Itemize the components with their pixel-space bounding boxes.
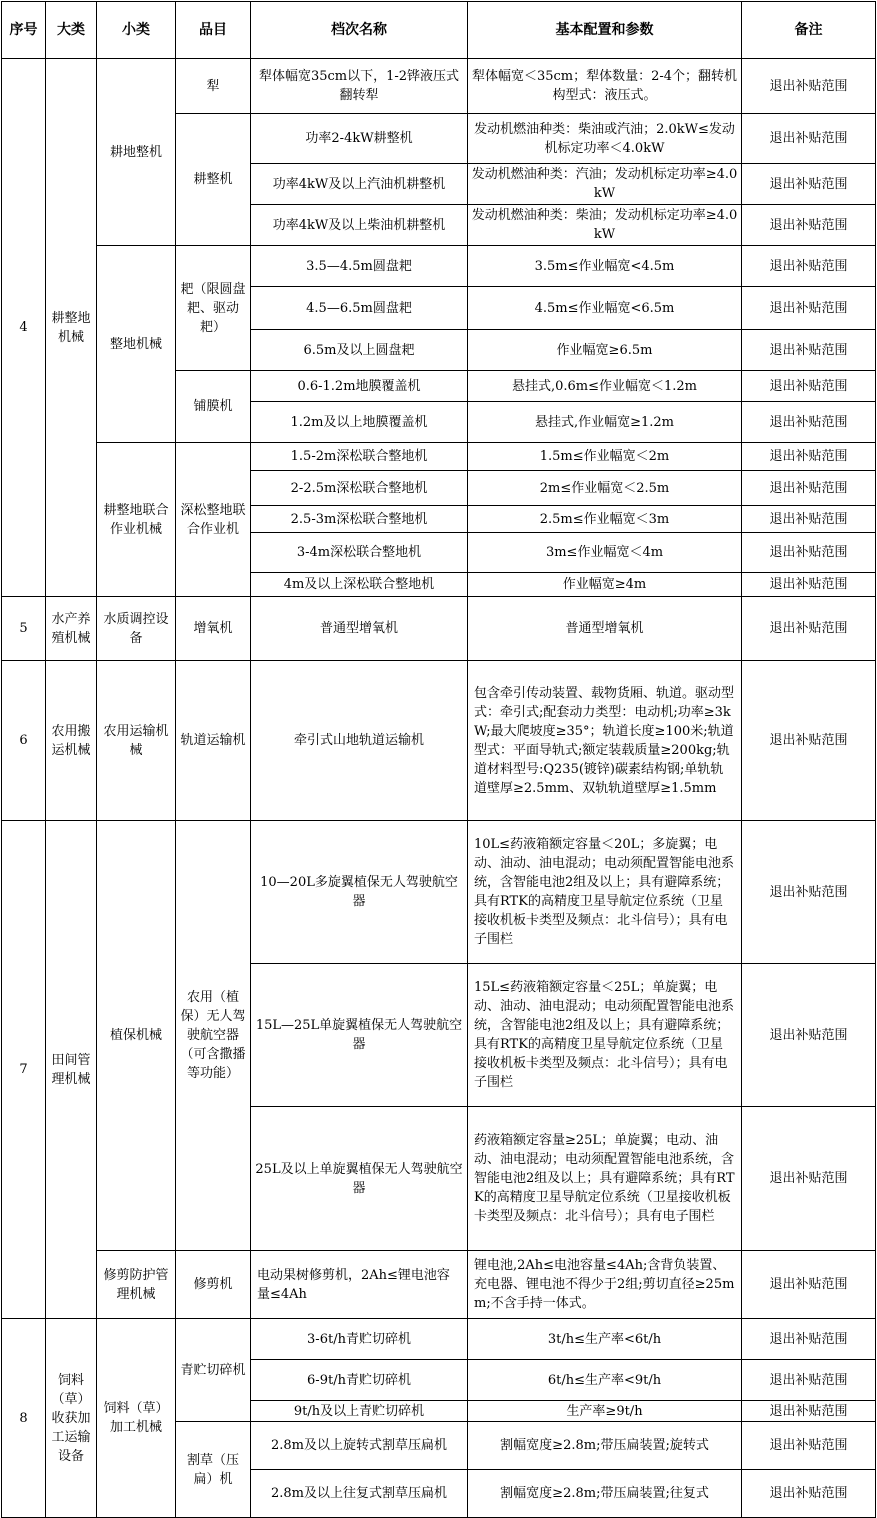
row-remark: 退出补贴范围 — [742, 597, 876, 661]
row-remark: 退出补贴范围 — [742, 661, 876, 821]
row-params: 2.5m≤作业幅宽＜3m — [468, 506, 742, 533]
row-remark: 退出补贴范围 — [742, 533, 876, 573]
row-grade-name: 2.5-3m深松联合整地机 — [251, 506, 468, 533]
row-item: 耕整机 — [176, 114, 251, 246]
row-no: 6 — [2, 661, 46, 821]
row-remark: 退出补贴范围 — [742, 1422, 876, 1470]
row-params: 1.5m≤作业幅宽＜2m — [468, 443, 742, 471]
row-item: 耙（限圆盘耙、驱动耙） — [176, 246, 251, 371]
row-remark: 退出补贴范围 — [742, 205, 876, 246]
row-params: 包含牵引传动装置、载物货厢、轨道。驱动型式：牵引式;配套动力类型：电动机;功率≥3kW;最大爬坡度≥35°；轨道长度≥100米;轨道型式：平面导轨式;额定装载质量≥200kg;轨道材料型号:Q235(镀锌)碳素结构钢;单轨轨道壁厚≥2.5mm、双轨轨道壁厚≥1.5mm — [468, 661, 742, 821]
row-remark: 退出补贴范围 — [742, 821, 876, 964]
row-grade-name: 3.5—4.5m圆盘耙 — [251, 246, 468, 287]
row-subcategory: 饲料（草）加工机械 — [97, 1319, 176, 1518]
row-params: 发动机燃油种类：柴油或汽油；2.0kW≤发动机标定功率＜4.0kW — [468, 114, 742, 164]
row-params: 3m≤作业幅宽＜4m — [468, 533, 742, 573]
header-subcategory: 小类 — [97, 2, 176, 59]
header-remark: 备注 — [742, 2, 876, 59]
row-category: 田间管理机械 — [46, 821, 97, 1319]
row-remark: 退出补贴范围 — [742, 246, 876, 287]
header-row — [2, 2, 876, 59]
row-remark: 退出补贴范围 — [742, 506, 876, 533]
row-remark: 退出补贴范围 — [742, 471, 876, 506]
row-grade-name: 0.6-1.2m地膜覆盖机 — [251, 371, 468, 402]
row-subcategory: 修剪防护管理机械 — [97, 1251, 176, 1319]
row-grade-name: 1.2m及以上地膜覆盖机 — [251, 402, 468, 443]
row-no: 7 — [2, 821, 46, 1319]
row-no: 5 — [2, 597, 46, 661]
row-item: 修剪机 — [176, 1251, 251, 1319]
row-remark: 退出补贴范围 — [742, 1251, 876, 1319]
row-grade-name: 2.8m及以上旋转式割草压扁机 — [251, 1422, 468, 1470]
row-remark: 退出补贴范围 — [742, 443, 876, 471]
row-remark: 退出补贴范围 — [742, 330, 876, 371]
row-params: 生产率≥9t/h — [468, 1401, 742, 1422]
table-row — [2, 597, 876, 661]
row-grade-name: 10—20L多旋翼植保无人驾驶航空器 — [251, 821, 468, 964]
table-body — [2, 59, 876, 1518]
row-subcategory: 耕整地联合作业机械 — [97, 443, 176, 597]
row-item: 深松整地联合作业机 — [176, 443, 251, 597]
header-grade-name: 档次名称 — [251, 2, 468, 59]
row-grade-name: 犁体幅宽35cm以下，1-2铧液压式翻转犁 — [251, 59, 468, 114]
row-params: 15L≤药液箱额定容量＜25L；单旋翼；电动、油动、油电混动；电动须配置智能电池系统，含智能电池2组及以上；具有避障系统；具有RTK的高精度卫星导航定位系统（卫星接收机板卡类型及频点：北斗信号）；具有电子围栏 — [468, 964, 742, 1107]
table-header — [2, 2, 876, 59]
row-remark: 退出补贴范围 — [742, 1401, 876, 1422]
row-grade-name: 9t/h及以上青贮切碎机 — [251, 1401, 468, 1422]
row-remark: 退出补贴范围 — [742, 1107, 876, 1251]
row-params: 发动机燃油种类：汽油；发动机标定功率≥4.0kW — [468, 164, 742, 205]
table-row — [2, 821, 876, 964]
row-grade-name: 牵引式山地轨道运输机 — [251, 661, 468, 821]
row-params: 割幅宽度≥2.8m;带压扁装置;往复式 — [468, 1470, 742, 1518]
subsidy-table — [1, 1, 876, 1518]
row-params: 作业幅宽≥6.5m — [468, 330, 742, 371]
row-category: 水产养殖机械 — [46, 597, 97, 661]
row-params: 4.5m≤作业幅宽<6.5m — [468, 287, 742, 330]
row-grade-name: 25L及以上单旋翼植保无人驾驶航空器 — [251, 1107, 468, 1251]
header-no: 序号 — [2, 2, 46, 59]
header-item: 品目 — [176, 2, 251, 59]
row-grade-name: 2.8m及以上往复式割草压扁机 — [251, 1470, 468, 1518]
row-grade-name: 6.5m及以上圆盘耙 — [251, 330, 468, 371]
row-item: 轨道运输机 — [176, 661, 251, 821]
row-grade-name: 4m及以上深松联合整地机 — [251, 573, 468, 597]
table-row — [2, 1319, 876, 1360]
row-grade-name: 功率4kW及以上汽油机耕整机 — [251, 164, 468, 205]
table-row — [2, 246, 876, 287]
row-no: 4 — [2, 59, 46, 597]
row-category: 耕整地机械 — [46, 59, 97, 597]
row-subcategory: 耕地整机 — [97, 59, 176, 246]
row-item: 割草（压扁）机 — [176, 1422, 251, 1518]
row-params: 悬挂式,0.6m≤作业幅宽＜1.2m — [468, 371, 742, 402]
row-params: 锂电池,2Ah≤电池容量≤4Ah;含背负装置、充电器、锂电池不得少于2组;剪切直径≥25mm;不含手持一体式。 — [468, 1251, 742, 1319]
row-grade-name: 电动果树修剪机，2Ah≤锂电池容量≤4Ah — [251, 1251, 468, 1319]
row-remark: 退出补贴范围 — [742, 402, 876, 443]
row-grade-name: 1.5-2m深松联合整地机 — [251, 443, 468, 471]
table-row — [2, 59, 876, 114]
header-category: 大类 — [46, 2, 97, 59]
row-params: 3t/h≤生产率<6t/h — [468, 1319, 742, 1360]
row-remark: 退出补贴范围 — [742, 1470, 876, 1518]
row-grade-name: 2-2.5m深松联合整地机 — [251, 471, 468, 506]
row-params: 2m≤作业幅宽＜2.5m — [468, 471, 742, 506]
row-category: 农用搬运机械 — [46, 661, 97, 821]
row-grade-name: 15L—25L单旋翼植保无人驾驶航空器 — [251, 964, 468, 1107]
row-subcategory: 植保机械 — [97, 821, 176, 1251]
row-remark: 退出补贴范围 — [742, 371, 876, 402]
row-grade-name: 功率4kW及以上柴油机耕整机 — [251, 205, 468, 246]
row-subcategory: 水质调控设备 — [97, 597, 176, 661]
table-row — [2, 443, 876, 471]
row-item: 增氧机 — [176, 597, 251, 661]
row-item: 青贮切碎机 — [176, 1319, 251, 1422]
row-remark: 退出补贴范围 — [742, 573, 876, 597]
row-remark: 退出补贴范围 — [742, 114, 876, 164]
row-params: 普通型增氧机 — [468, 597, 742, 661]
row-item: 铺膜机 — [176, 371, 251, 443]
row-item: 农用（植保）无人驾驶航空器（可含撒播等功能） — [176, 821, 251, 1251]
row-grade-name: 普通型增氧机 — [251, 597, 468, 661]
row-grade-name: 4.5—6.5m圆盘耙 — [251, 287, 468, 330]
row-grade-name: 6-9t/h青贮切碎机 — [251, 1360, 468, 1401]
row-subcategory: 农用运输机械 — [97, 661, 176, 821]
row-remark: 退出补贴范围 — [742, 164, 876, 205]
row-remark: 退出补贴范围 — [742, 1360, 876, 1401]
row-grade-name: 3-6t/h青贮切碎机 — [251, 1319, 468, 1360]
row-category: 饲料（草）收获加工运输设备 — [46, 1319, 97, 1518]
row-grade-name: 功率2-4kW耕整机 — [251, 114, 468, 164]
row-params: 犁体幅宽＜35cm；犁体数量：2-4个；翻转机构型式：液压式。 — [468, 59, 742, 114]
table-row — [2, 1251, 876, 1319]
table-row — [2, 661, 876, 821]
row-item: 犁 — [176, 59, 251, 114]
row-params: 6t/h≤生产率<9t/h — [468, 1360, 742, 1401]
row-params: 悬挂式,作业幅宽≥1.2m — [468, 402, 742, 443]
row-grade-name: 3-4m深松联合整地机 — [251, 533, 468, 573]
row-params: 药液箱额定容量≥25L；单旋翼；电动、油动、油电混动；电动须配置智能电池系统，含智能电池2组及以上；具有避障系统；具有RTK的高精度卫星导航定位系统（卫星接收机板卡类型及频点：北斗信号）；具有电子围栏 — [468, 1107, 742, 1251]
row-params: 发动机燃油种类：柴油；发动机标定功率≥4.0kW — [468, 205, 742, 246]
row-params: 3.5m≤作业幅宽<4.5m — [468, 246, 742, 287]
row-params: 割幅宽度≥2.8m;带压扁装置;旋转式 — [468, 1422, 742, 1470]
row-remark: 退出补贴范围 — [742, 287, 876, 330]
row-remark: 退出补贴范围 — [742, 59, 876, 114]
row-remark: 退出补贴范围 — [742, 964, 876, 1107]
row-remark: 退出补贴范围 — [742, 1319, 876, 1360]
row-params: 作业幅宽≥4m — [468, 573, 742, 597]
row-subcategory: 整地机械 — [97, 246, 176, 443]
row-no: 8 — [2, 1319, 46, 1518]
header-params: 基本配置和参数 — [468, 2, 742, 59]
row-params: 10L≤药液箱额定容量＜20L；多旋翼；电动、油动、油电混动；电动须配置智能电池系统，含智能电池2组及以上；具有避障系统；具有RTK的高精度卫星导航定位系统（卫星接收机板卡类型及频点：北斗信号）；具有电子围栏 — [468, 821, 742, 964]
